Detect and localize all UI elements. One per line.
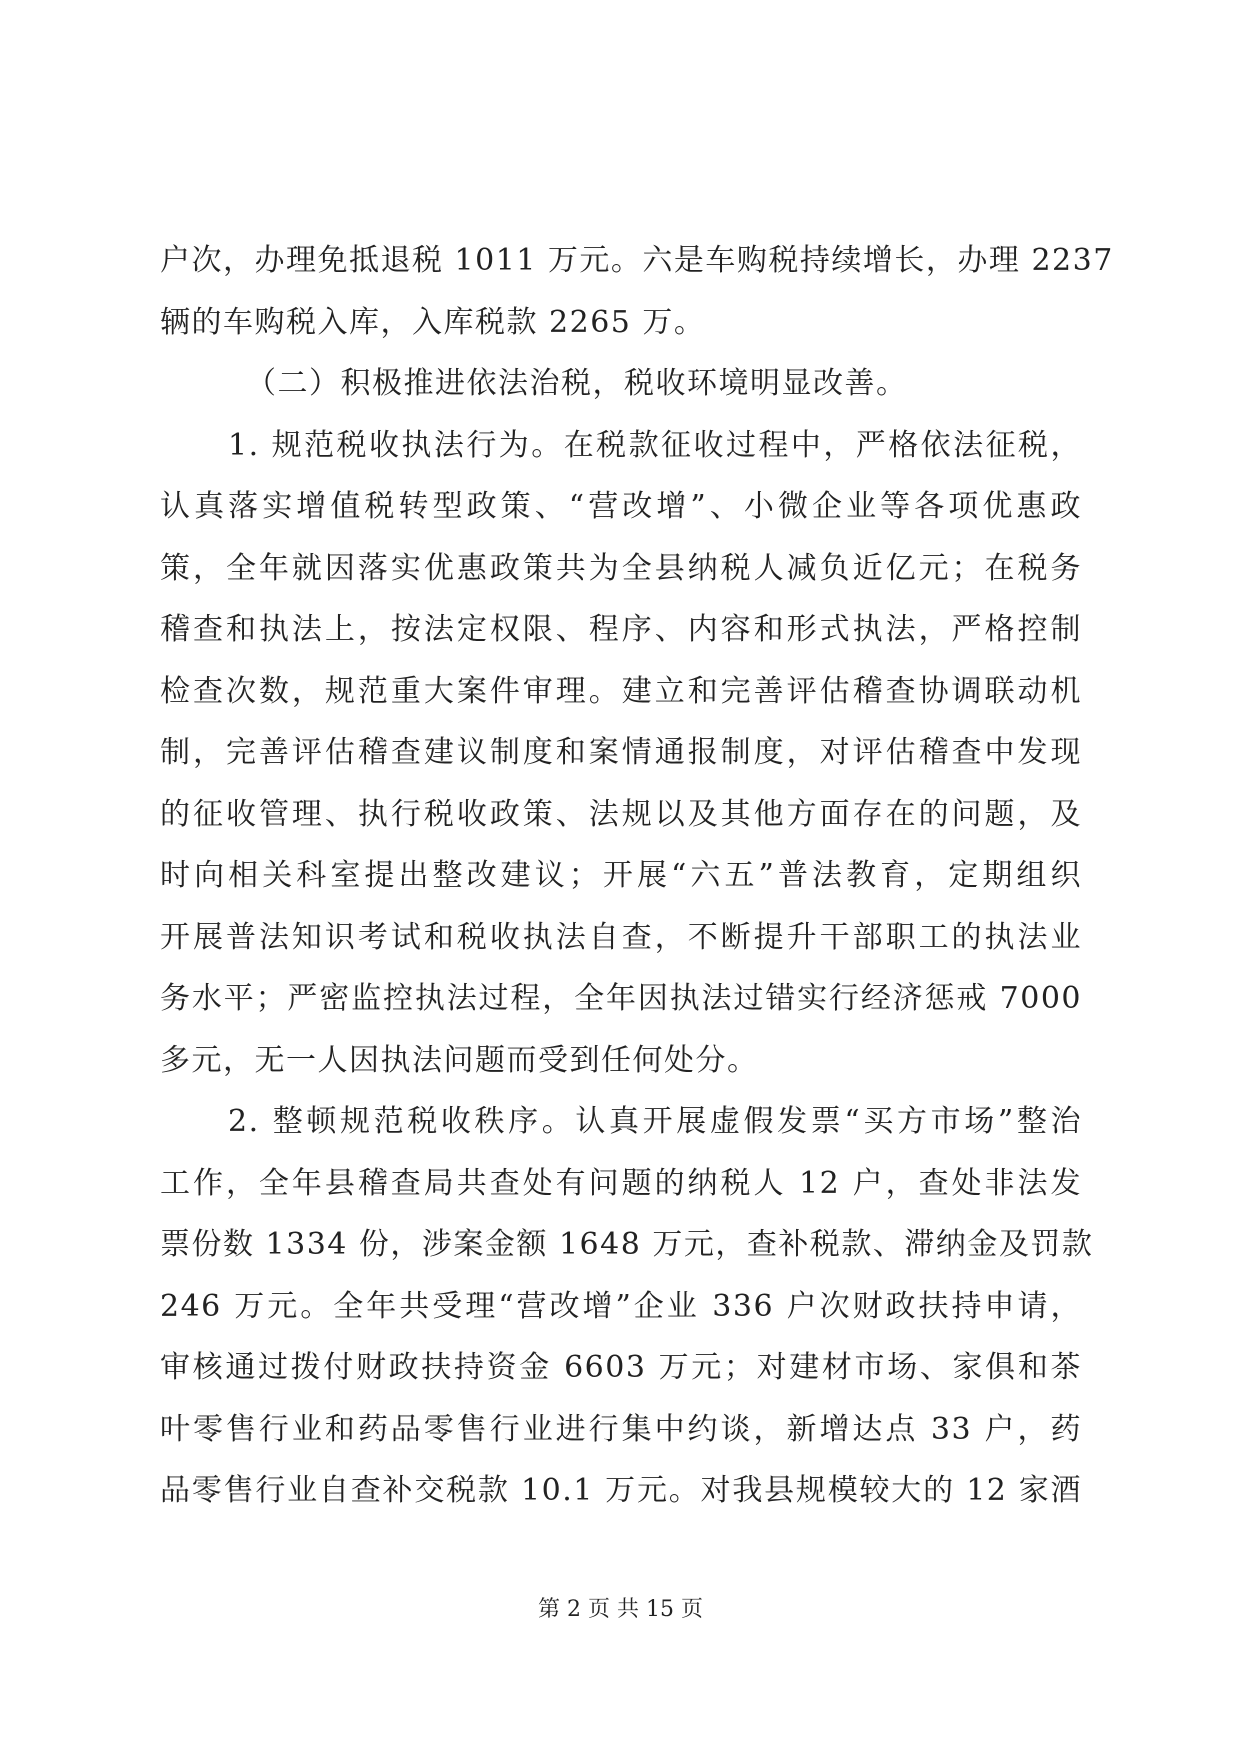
- text-line: 票份数 1334 份，涉案金额 1648 万元，查补税款、滞纳金及罚款: [160, 1227, 1094, 1262]
- text-line: 的征收管理、执行税收政策、法规以及其他方面存在的问题，及: [160, 796, 1082, 832]
- text-line: 稽查和执法上，按法定权限、程序、内容和形式执法，严格控制: [160, 612, 1082, 647]
- text-line: 叶零售行业和药品零售行业进行集中约谈，新增达点 33 户，药: [160, 1411, 1082, 1447]
- text-line: 开展普法知识考试和税收执法自查，不断提升干部职工的执法业: [160, 919, 1082, 955]
- text-line: 检查次数，规范重大案件审理。建立和完善评估稽查协调联动机: [160, 673, 1082, 709]
- text-line: 246 万元。全年共受理“营改增”企业 336 户次财政扶持申请，: [160, 1288, 1082, 1324]
- text-line: 制，完善评估稽查建议制度和案情通报制度，对评估稽查中发现: [160, 735, 1082, 770]
- text-line: 2. 整顿规范税收秩序。认真开展虚假发票“买方市场”整治: [228, 1104, 1082, 1139]
- text-line: 时向相关科室提出整改建议；开展“六五”普法教育，定期组织: [160, 858, 1082, 893]
- text-line: 审核通过拨付财政扶持资金 6603 万元；对建材市场、家俱和茶: [160, 1350, 1082, 1385]
- text-line: 认真落实增值税转型政策、“营改增”、小微企业等各项优惠政: [160, 489, 1082, 524]
- document-body: [160, 230, 1114, 1522]
- text-line: 辆的车购税入库，入库税款 2265 万。: [160, 304, 706, 340]
- text-line: 户次，办理免抵退税 1011 万元。六是车购税持续增长，办理 2237: [160, 243, 1114, 278]
- text-line: 务水平；严密监控执法过程，全年因执法过错实行经济惩戒 7000: [160, 981, 1082, 1016]
- page-number: 第 2 页 共 15 页: [538, 1597, 703, 1622]
- text-line: 1. 规范税收执法行为。在税款征收过程中，严格依法征税，: [228, 427, 1082, 463]
- section-heading: （二）积极推进依法治税，税收环境明显改善。: [246, 366, 908, 401]
- text-line: 策，全年就因落实优惠政策共为全县纳税人减负近亿元；在税务: [160, 550, 1082, 586]
- text-line: 工作，全年县稽查局共查处有问题的纳税人 12 户，查处非法发: [160, 1165, 1082, 1201]
- text-line: 多元，无一人因执法问题而受到任何处分。: [160, 1042, 759, 1078]
- text-line: 品零售行业自查补交税款 10.1 万元。对我县规模较大的 12 家酒: [160, 1473, 1082, 1508]
